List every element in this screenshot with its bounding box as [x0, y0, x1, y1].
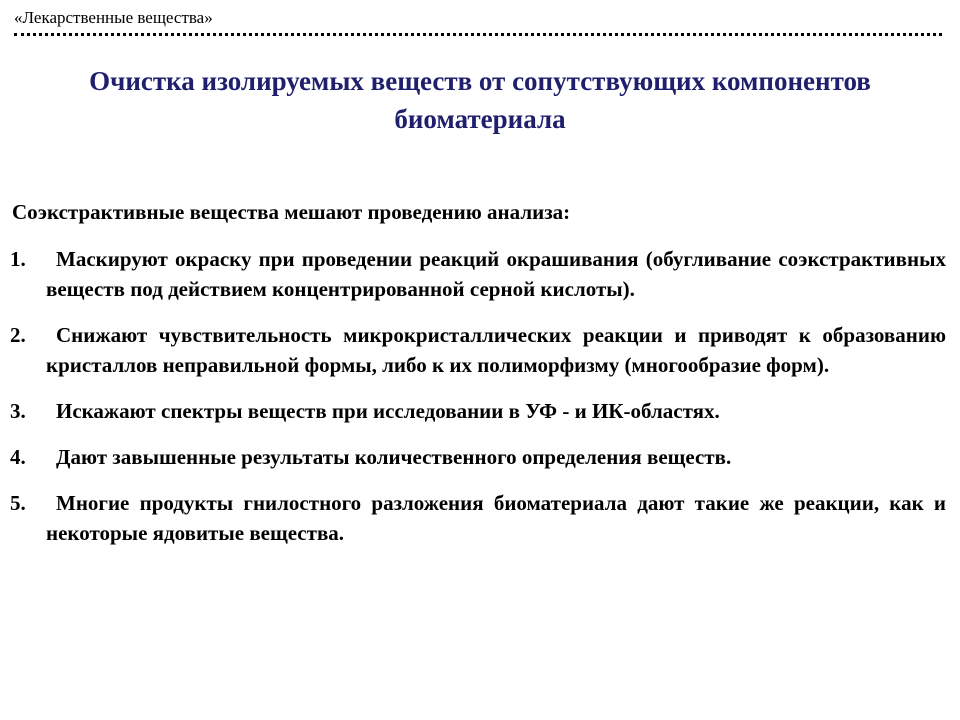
section-label: «Лекарственные вещества»: [14, 8, 213, 27]
list-item: [10, 396, 946, 426]
numbered-list: [10, 244, 946, 564]
list-item-text: Дают завышенные результаты количественного определения веществ.: [56, 445, 732, 469]
list-item-text: Снижают чувствительность микрокристаллических реакции и приводят к образованию кристаллов неправильной формы, либо к их полиморфизму (многообразие форм).: [46, 323, 946, 377]
list-item: [10, 244, 946, 304]
list-item-number: 1.: [10, 247, 26, 271]
list-item-text: Многие продукты гнилостного разложения биоматериала дают такие же реакции, как и некоторые ядовитые вещества.: [46, 491, 946, 545]
slide-title-line-2: биоматериала: [394, 104, 566, 134]
list-item-number: 2.: [10, 323, 26, 347]
list-item: [10, 442, 946, 472]
slide-title-line-1: Очистка изолируемых веществ от сопутствующих компонентов: [89, 66, 871, 96]
dotted-divider: [14, 33, 942, 36]
list-item-number: 3.: [10, 399, 26, 423]
intro-text: Соэкстрактивные вещества мешают проведению анализа:: [12, 200, 571, 224]
list-item-number: 4.: [10, 445, 26, 469]
list-item: [10, 488, 946, 548]
list-item-text: Искажают спектры веществ при исследовании в УФ - и ИК-областях.: [56, 399, 720, 423]
list-item-text: Маскируют окраску при проведении реакций окрашивания (обугливание соэкстрактивных веществ под действием концентрированной серной кислоты).: [46, 247, 946, 301]
list-item-number: 5.: [10, 491, 26, 515]
slide-title: [0, 62, 960, 138]
list-item: [10, 320, 946, 380]
